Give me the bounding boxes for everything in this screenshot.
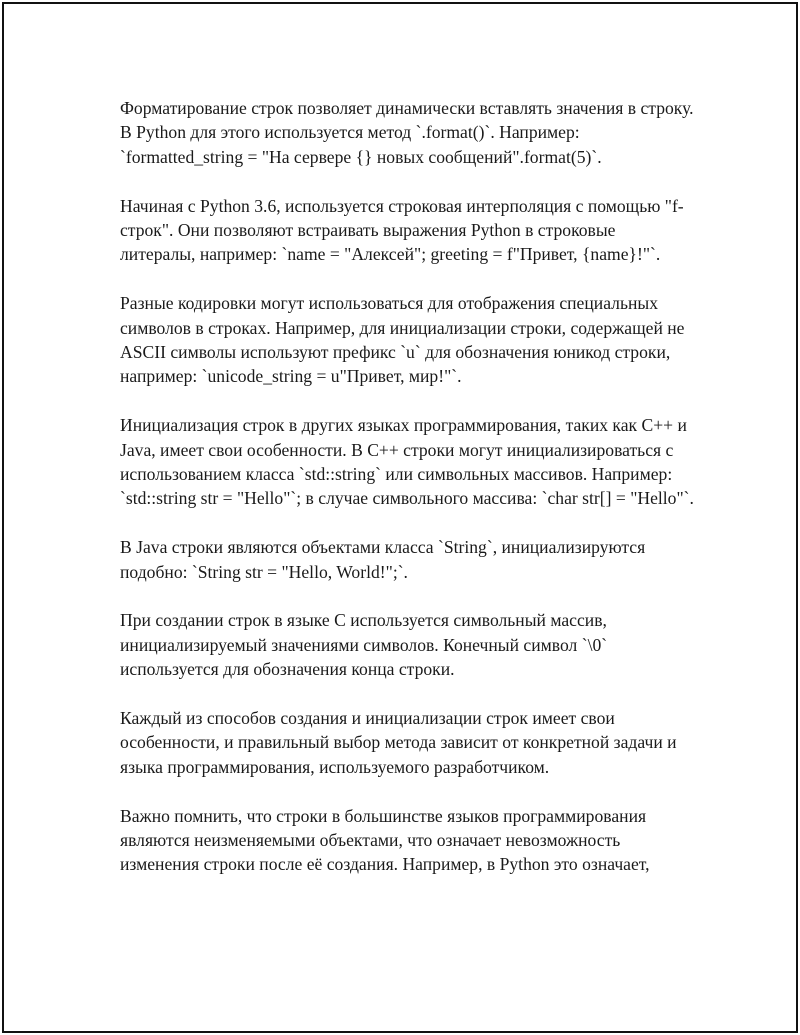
paragraph-immutability: Важно помнить, что строки в большинстве языков программирования являются неизменяемыми объектами, что означает невозможность изменения строки после её создания. Например, в Python это означает, xyxy=(120,805,650,875)
paragraph-f-strings: Начиная с Python 3.6, используется строковая интерполяция с помощью "f-строк". Они позволяют встраивать выражения Python в строковые литералы, например: `name = "Алексей"; greeting = f"Привет, {name}!"`. xyxy=(120,195,684,265)
paragraph-method-choice: Каждый из способов создания и инициализации строк имеет свои особенности, и правильный выбор метода зависит от конкретной задачи и языка программирования, используемого разработчиком. xyxy=(120,708,677,777)
document-page xyxy=(2,2,798,1033)
paragraph-java-strings: В Java строки являются объектами класса `String`, инициализируются подобно: `String str = "Hello, World!";`. xyxy=(120,537,646,582)
paragraph-encodings: Разные кодировки могут использоваться для отображения специальных символов в строках. Например, для инициализации строки, содержащей не ASCII символы используют префикс `u` для обозначения юникод строки, например: `unicode_string = u"Привет, мир!"`. xyxy=(120,293,685,387)
document-body xyxy=(120,96,694,901)
paragraph-cpp-java: Инициализация строк в других языках программирования, таких как C++ и Java, имеет свои особенности. В C++ строки могут инициализироваться с использованием класса `std::string` или символьных массивов. Например: `std::string str = "Hello"`; в случае символьного массива: `char str[] = "Hello"`. xyxy=(120,415,694,509)
paragraph-format-method: Форматирование строк позволяет динамически вставлять значения в строку. В Python для этого используется метод `.format()`. Например: `formatted_string = "На сервере {} новых сообщений".format(5)`. xyxy=(120,98,694,167)
paragraph-c-strings: При создании строк в языке C используется символьный массив, инициализируемый значениями символов. Конечный символ `\0` используется для обозначения конца строки. xyxy=(120,610,608,680)
